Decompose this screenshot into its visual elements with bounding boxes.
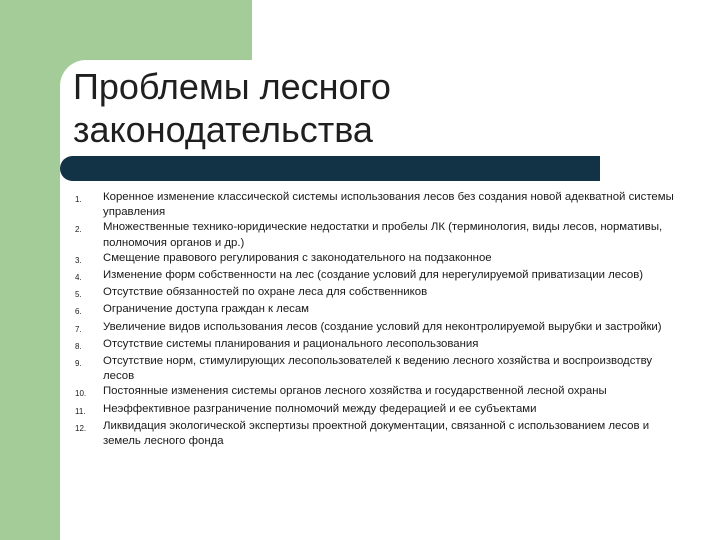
problem-list <box>75 190 675 449</box>
list-item-number: 10. <box>75 389 87 399</box>
list-item-text: Смещение правового регулирования с законодательного на подзаконное <box>103 251 492 264</box>
list-item-number: 1. <box>75 195 82 204</box>
list-item-number: 4. <box>75 273 82 283</box>
list-item-number: 3. <box>75 255 82 265</box>
list-item-number: 6. <box>75 307 82 317</box>
list-item-number: 8. <box>75 341 82 351</box>
list-item-number: 11. <box>75 406 86 416</box>
list-item <box>75 220 675 250</box>
list-item-text: Множественные технико-юридические недостатки и пробелы ЛК (терминология, виды лесов, нормативы, полномочия органов и др.) <box>103 221 663 249</box>
list-item <box>75 251 675 268</box>
list-item-text: Неэффективное разграничение полномочий между федерацией и ее субъектами <box>103 402 537 415</box>
slide-title-line-1: Проблемы лесного <box>73 66 391 107</box>
list-item <box>75 190 675 220</box>
list-item-number: 2. <box>75 225 82 235</box>
list-item-text: Постоянные изменения системы органов лесного хозяйства и государственной лесной охраны <box>103 385 607 398</box>
decorative-green-strip <box>0 160 60 540</box>
list-item-text: Отсутствие норм, стимулирующих лесопользователей к ведению лесного хозяйства и воспроизводству лесов <box>103 355 653 383</box>
title-underline-bar <box>60 156 600 181</box>
list-item <box>75 354 675 384</box>
list-item-number: 9. <box>75 359 82 369</box>
list-item <box>75 402 675 419</box>
list-item <box>75 384 675 401</box>
list-item-text: Изменение форм собственности на лес (создание условий для нерегулируемой приватизации лесов) <box>103 269 644 282</box>
list-item <box>75 302 675 319</box>
list-item-number: 12. <box>75 423 87 433</box>
list-item-text: Отсутствие системы планирования и рационального лесопользования <box>103 337 479 350</box>
list-item-number: 5. <box>75 290 82 300</box>
list-item-text: Увеличение видов использования лесов (создание условий для неконтролируемой вырубки и застройки) <box>103 320 662 333</box>
list-item-text: Ликвидация экологической экспертизы проектной документации, связанной с использованием лесов и земель лесного фонда <box>103 419 650 448</box>
list-item <box>75 419 675 449</box>
list-item <box>75 337 675 354</box>
slide-title-line-2: законодательства <box>73 109 373 150</box>
list-item-text: Отсутствие обязанностей по охране леса для собственников <box>103 286 428 299</box>
list-item <box>75 320 675 337</box>
list-item-text: Ограничение доступа граждан к лесам <box>103 303 310 316</box>
list-item <box>75 268 675 285</box>
list-item <box>75 285 675 302</box>
list-item-number: 7. <box>75 324 82 334</box>
slide-title <box>73 65 391 151</box>
list-item-text: Коренное изменение классической системы использования лесов без создания новой адекватной системы управления <box>103 191 674 219</box>
